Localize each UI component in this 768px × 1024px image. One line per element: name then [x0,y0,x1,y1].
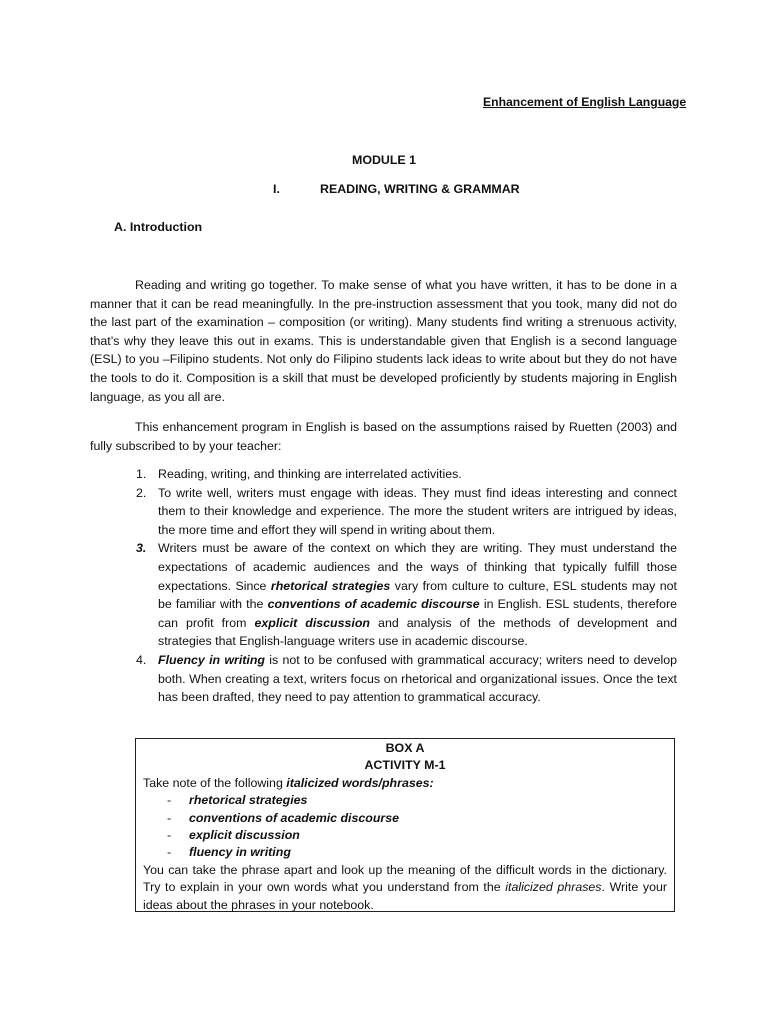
box-term: explicit discussion [189,828,300,843]
list-item-text: Writers must be aware of the context on which they are writing. They must understand the expectations of academic audiences and the ways of thinking that typically fulfill those expectations. Since [158,541,677,593]
list-item-text: To write well, writers must engage with ideas. They must find ideas interesting and connect them to their knowledge and experience. The more the student writers are intrigued by ideas, the more time and effort they will spend in writing about them. [158,485,677,537]
list-item [136,651,677,707]
list-number: 3. [136,541,147,556]
box-instructions-emphasis: italicized phrases [505,880,602,895]
section-number: I. [273,182,280,196]
intro-paragraph-1: Reading and writing go together. To make sense of what you have written, it has to be done in a manner that it can be read meaningfully. In the pre-instruction assessment that you took, many did not do the last part of the examination – composition (or writing). Many students find writing a strenuous activity, that’s why they leave this out in exams. This is understandable given that English is a second language (ESL) to you –Filipino students. Not only do Filipino students lack ideas to write about but they do not have the tools to do it. Composition is a skill that must be developed proficiently by students majoring in English language, as you all are. [90,278,677,404]
subsection-heading: A. Introduction [114,220,203,234]
box-list-item [143,827,667,844]
box-list-item [143,810,667,827]
list-item-text: in English. ESL students, therefore can profit from [158,597,677,630]
emphasis-term: conventions of academic discourse [267,597,480,612]
box-intro-text: Take note of the following [143,775,287,790]
emphasis-term: Fluency in writing [158,652,265,667]
box-intro-emphasis: italicized words/phrases: [286,775,434,790]
list-item [136,465,677,484]
list-number: 1. [136,467,147,481]
box-term: conventions of academic discourse [189,810,400,825]
dash-bullet: - [167,793,172,808]
dash-bullet: - [167,845,172,860]
box-term: rhetorical strategies [189,793,308,808]
box-subtitle: ACTIVITY M-1 [364,758,446,773]
intro-paragraph-2: This enhancement program in English is based on the assumptions raised by Ruetten (2003) and fully subscribed to by your teacher: [90,420,677,453]
list-number: 2. [136,485,147,500]
list-item-text: Reading, writing, and thinking are interrelated activities. [158,467,462,481]
box-list-item [143,792,667,809]
list-item-text: is not to be confused with grammatical accuracy; writers need to develop both. When creating a text, writers focus on rhetorical and organizational issues. Once the text has been drafted, they need to pay attention to grammatical accuracy. [158,652,677,705]
list-item [136,539,677,651]
dash-bullet: - [167,828,172,843]
box-intro [143,775,667,792]
assumptions-list [136,465,677,707]
emphasis-term: explicit discussion [254,615,370,630]
emphasis-term: rhetorical strategies [270,578,391,593]
module-title: MODULE 1 [352,153,417,167]
list-item-text: vary from culture to culture, ESL students may not be familiar with the [158,578,677,612]
running-header: Enhancement of English Language [483,95,687,109]
list-item [136,484,677,540]
dash-bullet: - [167,810,172,825]
list-item-text: and analysis of the methods of development and strategies that English-language writers use in academic discourse. [158,615,677,649]
box-term: fluency in writing [189,845,291,860]
box-instructions-text: You can take the phrase apart and look up the meaning of the difficult words in the dictionary. Try to explain in your own words what you understand from the [143,862,667,895]
box-instructions-text: . Write your ideas about the phrases in your notebook. [143,880,667,912]
list-number: 4. [136,652,147,667]
box-instructions [143,862,667,914]
section-title: READING, WRITING & GRAMMAR [320,182,520,196]
activity-box [135,738,675,912]
box-list-item [143,844,667,861]
box-title: BOX A [385,741,425,755]
